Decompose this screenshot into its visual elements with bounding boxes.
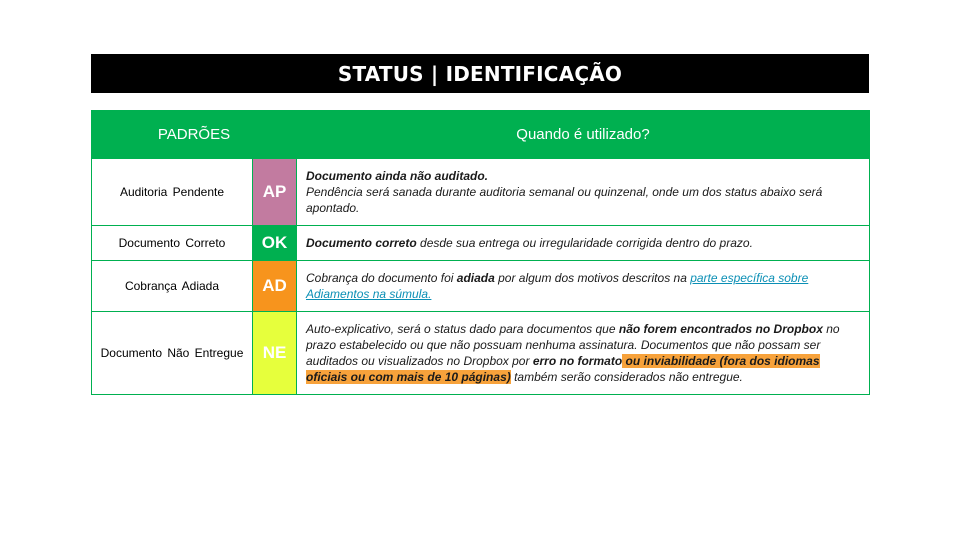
desc-text: desde sua entrega ou irregularidade corrigida dentro do prazo.	[416, 236, 753, 250]
status-description	[297, 312, 870, 395]
desc-text: também serão considerados não entregue.	[510, 370, 743, 384]
desc-bold: Documento ainda não auditado.	[306, 169, 489, 183]
desc-text: por algum dos motivos descritos na	[494, 271, 691, 285]
table-header-row	[92, 111, 870, 159]
desc-highlight: ou inviabilidade (fora dos idiomas oficiais ou com mais de 10 páginas)	[306, 354, 820, 384]
status-name: Cobrança Adiada	[92, 261, 253, 312]
desc-bold: Documento correto	[306, 236, 417, 250]
page-title: STATUS | IDENTIFICAÇÃO	[91, 54, 869, 93]
status-code-ok: OK	[253, 226, 297, 261]
desc-bold: adiada	[456, 271, 495, 285]
status-code-ad: AD	[253, 261, 297, 312]
status-code-ne: NE	[253, 312, 297, 395]
status-name: Documento Correto	[92, 226, 253, 261]
table-row	[92, 261, 870, 312]
desc-bold: não forem encontrados no Dropbox	[618, 322, 823, 336]
desc-text: Auto-explicativo, será o status dado para documentos que	[306, 322, 619, 336]
desc-text: Pendência será sanada durante auditoria semanal ou quinzenal, onde um dos status abaixo será apontado.	[306, 185, 823, 215]
table-row	[92, 226, 870, 261]
status-name: Auditoria Pendente	[92, 159, 253, 226]
desc-text: Cobrança do documento foi	[306, 271, 457, 285]
status-code-ap: AP	[253, 159, 297, 226]
status-table	[91, 110, 870, 395]
header-quando: Quando é utilizado?	[297, 111, 870, 159]
table-row	[92, 312, 870, 395]
status-description	[297, 159, 870, 226]
desc-bold: erro no formato	[532, 354, 623, 368]
status-description	[297, 261, 870, 312]
status-description	[297, 226, 870, 261]
status-name: Documento Não Entregue	[92, 312, 253, 395]
header-padroes: PADRÕES	[92, 111, 297, 159]
table-row	[92, 159, 870, 226]
adiamentos-link[interactable]: parte específica sobre Adiamentos na súmula.	[306, 271, 809, 301]
desc-text: no prazo estabelecido ou que não possuam nenhuma assinatura. Documentos que não possam ser auditados ou visualizados no Dropbox por	[306, 322, 840, 368]
